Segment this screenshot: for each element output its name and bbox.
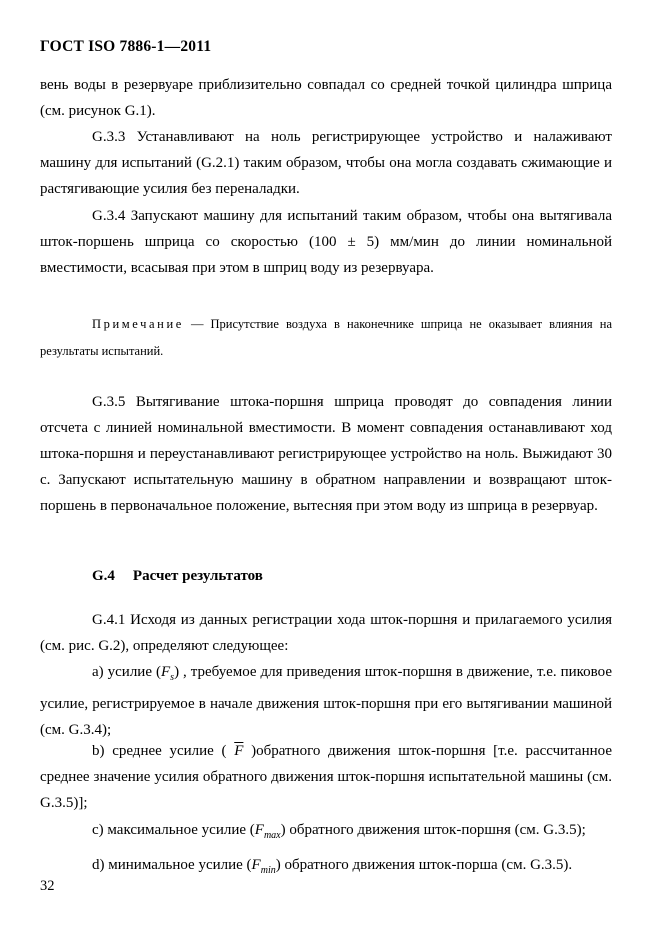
list-item-d xyxy=(40,852,612,884)
paragraph-continuation: вень воды в резервуаре приблизительно совпадал со средней точкой цилиндра шприца (см. рисунок G.1). xyxy=(40,77,612,119)
item-d-pre: d) минимальное усилие ( xyxy=(92,857,252,873)
note-block xyxy=(40,311,612,365)
symbol-fmax xyxy=(254,822,281,841)
document-header: ГОСТ ISO 7886-1—2011 xyxy=(40,38,212,55)
list-item-a xyxy=(40,659,612,743)
item-b-pre: b) среднее усилие ( xyxy=(92,743,235,759)
page-number: 32 xyxy=(40,878,55,894)
note-text: — Присутствие воздуха в наконечнике шприца не оказывает влияния на результаты испытаний. xyxy=(40,317,612,358)
paragraph-g-3-5: G.3.5 Вытягивание штока-поршня шприца проводят до совпадения линии отсчета с линией номинальной вместимости. В момент совпадения останавливают ход штока-поршня и переустанавливают регистрирующее устройство на ноль. Выжидают 30 с. Запускают испытательную машину в обратном направлении и возвращают шток-поршень в первоначальное положение, вытесняя при этом воду из шприца в резервуар. xyxy=(40,394,612,514)
item-d-post: ) обратного движения шток-порша (см. G.3.5). xyxy=(275,857,573,873)
item-d-symbol: F xyxy=(251,857,261,873)
symbol-fmin xyxy=(251,857,276,876)
paragraph-g-3-4: G.3.4 Запускают машину для испытаний таким образом, чтобы она вытягивала шток-поршень шприца со скоростью (100 ± 5) мм/мин до линии номинальной вместимости, всасывая при этом в шприц воду из резервуара. xyxy=(40,208,612,276)
item-a-post: ) , требуемое для приведения шток-поршня в движение, т.е. пиковое усилие, регистрируемое в начале движения шток-поршня при его вытягивании машиной (см. G.3.4); xyxy=(40,664,612,738)
list-item-c xyxy=(40,817,612,849)
item-c-pre: с) максимальное усилие ( xyxy=(92,822,255,838)
item-c-sub: max xyxy=(263,830,281,841)
paragraph-g-3-3: G.3.3 Устанавливают на ноль регистрирующее устройство и налаживают машину для испытаний (G.2.1) таким образом, чтобы она могла создавать сжимающие и растягивающие усилия без переналадки. xyxy=(40,129,612,197)
note-label: Примечание xyxy=(92,317,184,331)
item-d-sub: min xyxy=(260,865,276,876)
item-a-symbol: F xyxy=(160,664,171,680)
section-number: G.4 xyxy=(92,568,115,584)
symbol-f-mean: $\overline{F}$ xyxy=(234,743,244,759)
item-a-sub: s xyxy=(170,672,175,683)
item-b-post: )обратного движения шток-поршня [т.е. рассчитанное среднее значение усилия обратного движения шток-поршня испытательной машины (см. G.3.5)]; xyxy=(40,743,612,811)
section-title: Расчет результатов xyxy=(132,568,263,584)
paragraph-g-4-1: G.4.1 Исходя из данных регистрации хода шток-поршня и прилагаемого усилия (см. рис. G.2), определяют следующее: xyxy=(40,612,612,654)
section-heading xyxy=(92,568,263,585)
symbol-fs xyxy=(160,664,175,683)
item-c-post: ) обратного движения шток-поршня (см. G.3.5); xyxy=(280,822,586,838)
list-item-b xyxy=(40,738,612,816)
item-a-pre: а) усилие ( xyxy=(92,664,161,680)
item-c-symbol: F xyxy=(254,822,264,838)
